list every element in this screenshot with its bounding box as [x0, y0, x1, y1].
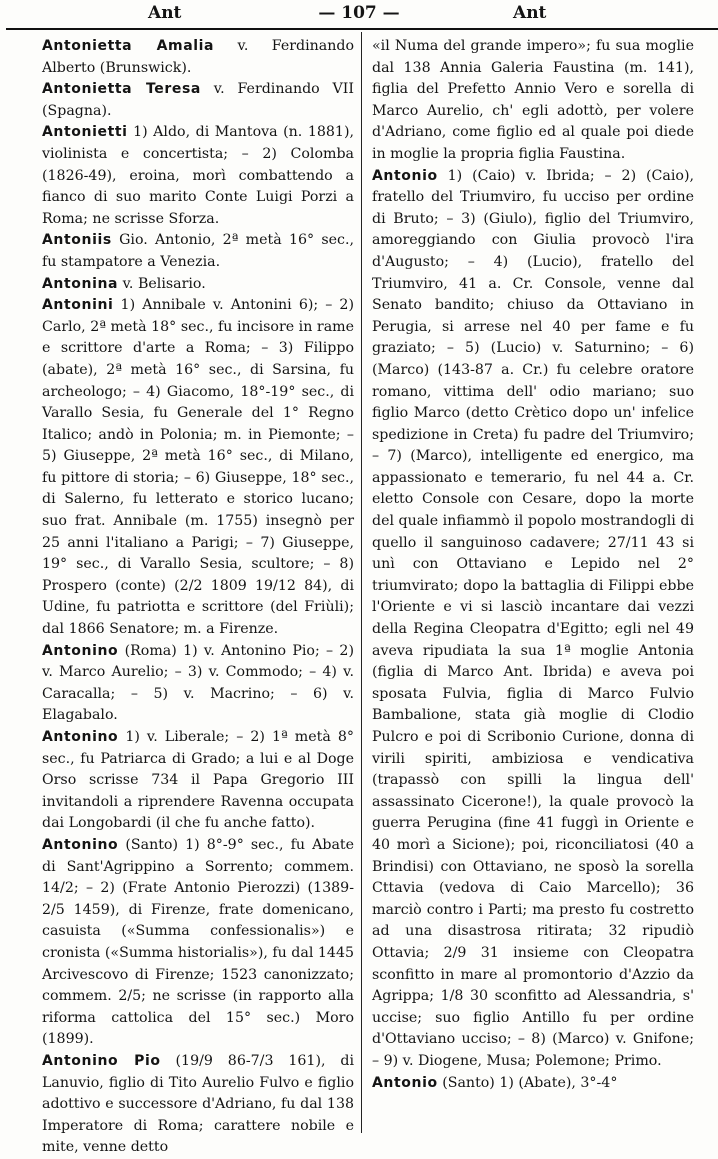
entry — [42, 230, 354, 273]
right-column — [372, 36, 694, 1094]
entry-headword: Antoniis — [42, 232, 112, 249]
left-column — [42, 36, 354, 1159]
entry — [42, 727, 354, 835]
entry-headword: Antonio — [372, 167, 438, 184]
entry-headword: Antonio — [372, 1074, 438, 1091]
entry-body: v. Belisario. — [118, 275, 206, 292]
entry — [42, 122, 354, 230]
entry — [42, 79, 354, 122]
entry-body: 1) (Caio) v. Ibrida; – 2) (Caio), fratello del Triumviro, fu ucciso per ordine di Bruto; – 3) (Giulo), figlio del Triumviro, amoreggiando con Giulia provocò l'ira d'Augusto; – 4) (Lucio), fratello del Triumviro, 41 a. Cr. Console, venne dal Senato bandito; chiuso da Ottaviano in Perugia, si arrese nel 40 per fame e fu graziato; – 5) (Lucio) v. Saturnino; – 6) (Marco) (143-87 a. Cr.) fu celebre oratore romano, vittima dell' odio mariano; suo figlio Marco (detto Crètico dopo un' infelice spedizione in Creta) fu padre del Triumviro; – 7) (Marco), intelligente ed energico, ma appassionato e temerario, fu nel 44 a. Cr. eletto Console con Cesare, dopo la morte del quale infiammò il popolo mostrandogli di quello il sanguinoso cadavere; 27/11 43 si unì con Ottaviano e Lepido nel 2° triumvirato; dopo la battaglia di Filippi ebbe l'Oriente e vi si lasciò incantare dai vezzi della Regina Cleopatra d'Egitto; egli nel 49 aveva ripudiata la sua 1ª moglie Antonia (figlia di Marco Ant. Ibrida) e aveva poi sposata Fulvia, figlia di Marco Fulvio Bambalione, stata già moglie di Clodio Pulcro e poi di Scribonio Curione, donna di virili spiriti, ambiziosa e vendicativa (trapassò con spilli la lingua dell' assassinato Cicerone!), la quale provocò la guerra Perugina (fine 41 fuggì in Oriente e 40 morì a Sicione); poi, riconciliatosi (40 a Brindisi) con Ottaviano, ne sposò la sorella Cttavia (vedova di Caio Marcello); 36 marciò contro i Parti; ma presto fu costretto ad una disastrosa ritirata; 32 ripudiò Ottavia; 2/9 31 insieme con Cleopatra sconfitto in mare al promontorio d'Azzio da Agrippa; 1/8 30 sconfitto ad Alessandria, s' uccise; suo figlio Antillo fu per ordine d'Ottaviano ucciso; – 8) (Marco) v. Gnifone; – 9) v. Diogene, Musa; Polemone; Primo. — [372, 167, 694, 1069]
header-right-guideword: Ant — [513, 3, 547, 23]
entry-headword: Antonino Pio — [42, 1052, 161, 1069]
entry — [42, 295, 354, 641]
entry-body: (19/9 86-7/3 161), di Lanuvio, figlio di Tito Aurelio Fulvo e figlio adottivo e successore d'Adriano, fu dal 138 Imperatore di Roma; carattere nobile e mite, venne detto — [42, 1052, 355, 1156]
entry-body: Gio. Antonio, 2ª metà 16° sec., fu stampatore a Venezia. — [42, 232, 354, 270]
entry-headword: Antonino — [42, 836, 119, 853]
entry-body: 1) Annibale v. Antonini 6); – 2) Carlo, 2ª metà 18° sec., fu incisore in rame e scrittore d'arte a Roma; – 3) Filippo (abate), 2ª metà 16° sec., di Sarsina, fu archeologo; – 4) Giacomo, 18°-19° sec., di Varallo Sesia, fu Generale del 1° Regno Italico; andò in Polonia; m. in Piemonte; – 5) Giuseppe, 2ª metà 16° sec., di Milano, fu pittore di storia; – 6) Giuseppe, 18° sec., di Salerno, fu letterato e storico lucano; suo frat. Annibale (m. 1755) insegnò per 25 anni l'italiano a Parigi; – 7) Giuseppe, 19° sec., di Varallo Sesia, scultore; – 8) Prospero (conte) (2/2 1809 19/12 84), di Udine, fu patriotta e scrittore (del Friùli); dal 1866 Senatore; m. a Firenze. — [42, 297, 354, 638]
entry — [42, 36, 354, 79]
entry-headword: Antonini — [42, 297, 114, 314]
entry-body: v. Ferdinando Alberto (Brunswick). — [42, 38, 354, 76]
entry-headword: Antonietti — [42, 124, 128, 141]
column-divider — [361, 32, 362, 1133]
entry-body: (Santo) 1) 8°-9° sec., fu Abate di Sant'Agrippino a Sorrento; commem. 14/2; – 2) (Frate Antonio Pierozzi) (1389-2/5 1459), di Firenze, frate domenicano, casuista («Summa confessionalis») e cronista («Summa historialis»), fu dal 1445 Arcivescovo di Firenze; 1523 canonizzato; commem. 2/5; ne scrisse (in rapporto alla riforma cattolica del 15° sec.) Moro (1899). — [42, 836, 355, 1048]
entry-continuation: «il Numa del grande impero»; fu sua moglie dal 138 Annia Galeria Faustina (m. 141), figlia del Prefetto Annio Vero e sorella di Marco Aurelio, ch' egli adottò, per volere d'Adriano, come figlio ed al quale poi diede in moglie la propria figlia Faustina. — [372, 38, 694, 162]
page-header — [0, 3, 718, 27]
entry-headword: Antonietta Amalia — [42, 38, 215, 54]
entry-body: (Roma) 1) v. Antonino Pio; – 2) v. Marco Aurelio; – 3) v. Commodo; – 4) v. Caracalla; – 5) v. Macrino; – 6) v. Elagabalo. — [42, 642, 354, 724]
entry-headword: Antonino — [42, 642, 119, 659]
entry-body: 1) v. Liberale; – 2) 1ª metà 8° sec., fu Patriarca di Grado; a lui e al Doge Orso scrisse 734 il Papa Gregorio III invitandoli a riprendere Ravenna occupata dai Longobardi (il che fu anche fatto). — [42, 729, 354, 832]
entry — [42, 1051, 354, 1159]
entry — [372, 166, 694, 1073]
entry-headword: Antonina — [42, 275, 119, 292]
entry — [372, 1073, 694, 1095]
header-rule — [6, 28, 718, 30]
entry-headword: Antonino — [42, 729, 119, 745]
header-left-guideword: Ant — [148, 3, 182, 23]
page-number: — 107 — — [318, 3, 400, 23]
entry — [42, 835, 354, 1051]
entry-headword: Antonietta Teresa — [42, 81, 201, 98]
entry-body: (Santo) 1) (Abate), 3°-4° — [437, 1074, 618, 1091]
entry — [42, 641, 354, 727]
entry — [42, 274, 354, 296]
entry-body: 1) Aldo, di Mantova (n. 1881), violinista e concertista; – 2) Colomba (1826-49), eroina, morì combattendo a fianco di suo marito Conte Luigi Porzi a Roma; ne scrisse Sforza. — [42, 124, 354, 227]
entry-body: v. Ferdinando VII (Spagna). — [42, 81, 354, 119]
